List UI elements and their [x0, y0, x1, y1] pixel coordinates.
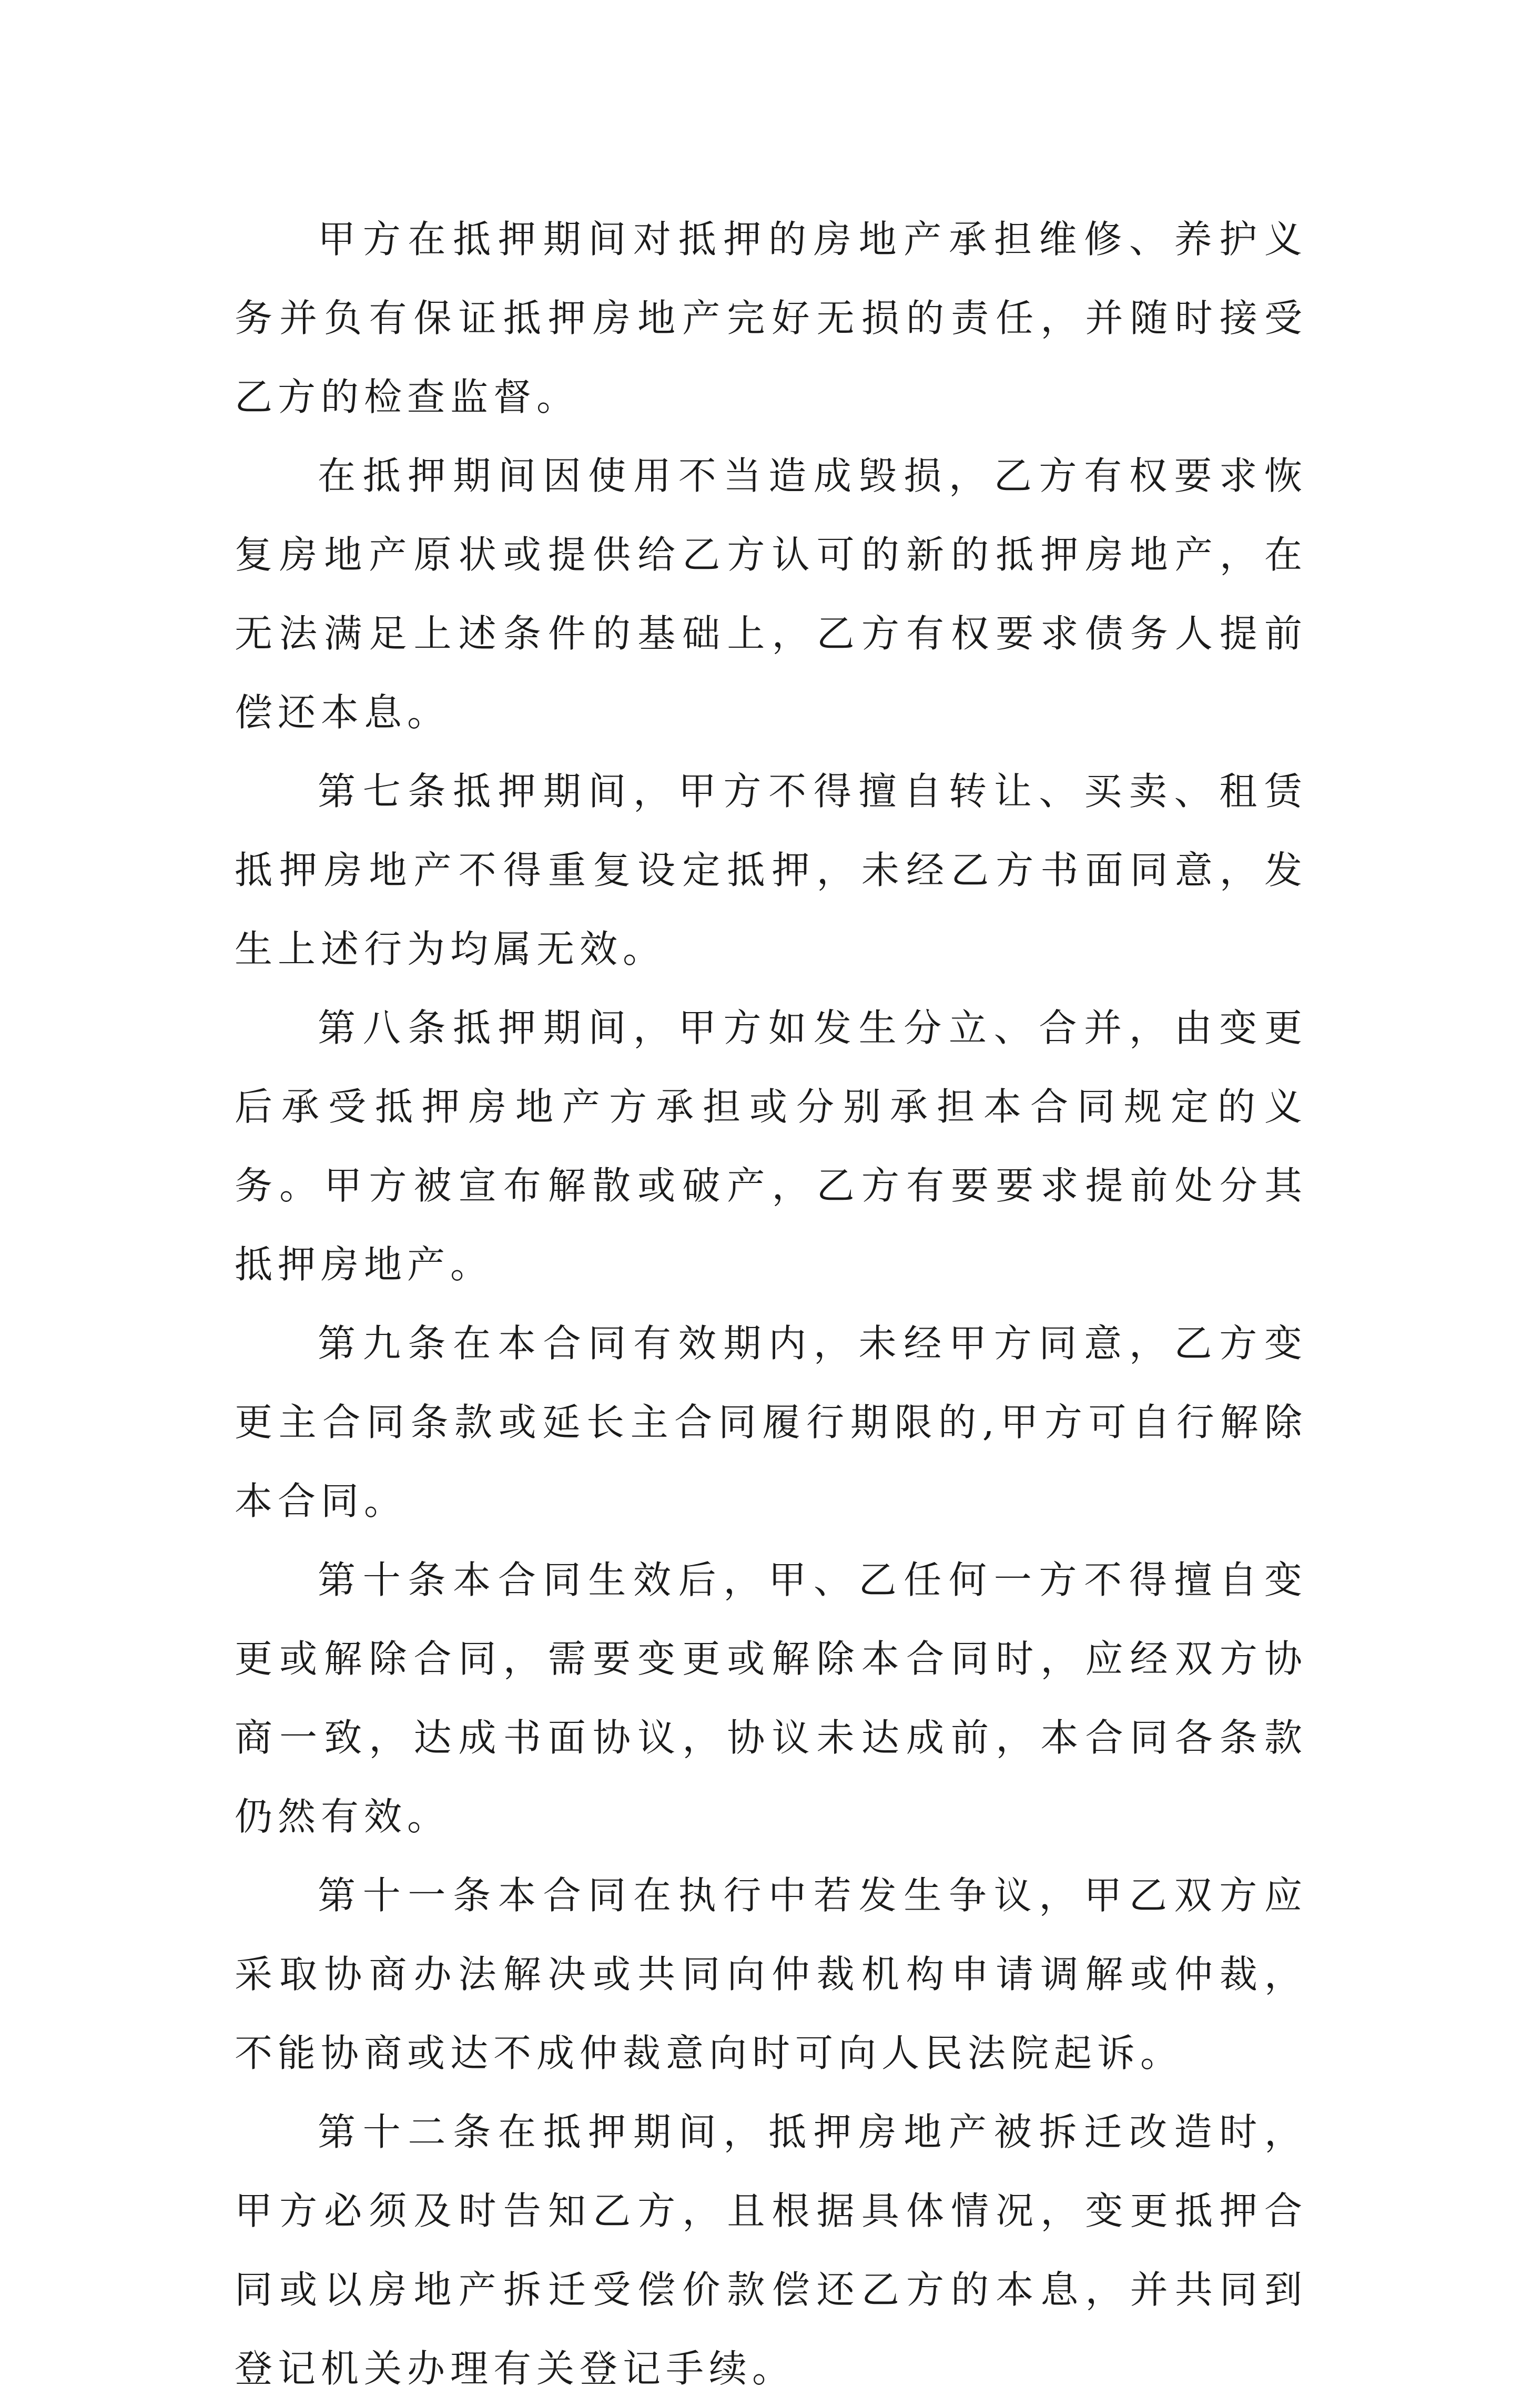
document-body	[235, 200, 1307, 2408]
paragraph-article-12: 第十二条在抵押期间，抵押房地产被拆迁改造时，甲方必须及时告知乙方，且根据具体情况，变更抵押合同或以房地产拆迁受偿价款偿还乙方的本息，并共同到登记机关办理有关登记手续。	[235, 2110, 1307, 2391]
paragraph-article-11: 第十一条本合同在执行中若发生争议，甲乙双方应采取协商办法解决或共同向仲裁机构申请调解或仲裁，不能协商或达不成仲裁意向时可向人民法院起诉。	[235, 1873, 1307, 2075]
paragraph-article-8: 第八条抵押期间，甲方如发生分立、合并，由变更后承受抵押房地产方承担或分别承担本合同规定的义务。甲方被宣布解散或破产，乙方有要要求提前处分其抵押房地产。	[235, 1006, 1307, 1287]
paragraph-article-10: 第十条本合同生效后，甲、乙任何一方不得擅自变更或解除合同，需要变更或解除本合同时，应经双方协商一致，达成书面协议，协议未达成前，本合同各条款仍然有效。	[235, 1558, 1307, 1839]
paragraph-damage-remedy: 在抵押期间因使用不当造成毁损，乙方有权要求恢复房地产原状或提供给乙方认可的新的抵押房地产，在无法满足上述条件的基础上，乙方有权要求债务人提前偿还本息。	[235, 454, 1307, 734]
paragraph-article-9: 第九条在本合同有效期内，未经甲方同意，乙方变更主合同条款或延长主合同履行期限的,甲方可自行解除本合同。	[235, 1321, 1307, 1523]
paragraph-maintenance-duty: 甲方在抵押期间对抵押的房地产承担维修、养护义务并负有保证抵押房地产完好无损的责任，并随时接受乙方的检查监督。	[235, 217, 1307, 419]
paragraph-article-7: 第七条抵押期间，甲方不得擅自转让、买卖、租赁抵押房地产不得重复设定抵押，未经乙方书面同意，发生上述行为均属无效。	[235, 769, 1307, 971]
